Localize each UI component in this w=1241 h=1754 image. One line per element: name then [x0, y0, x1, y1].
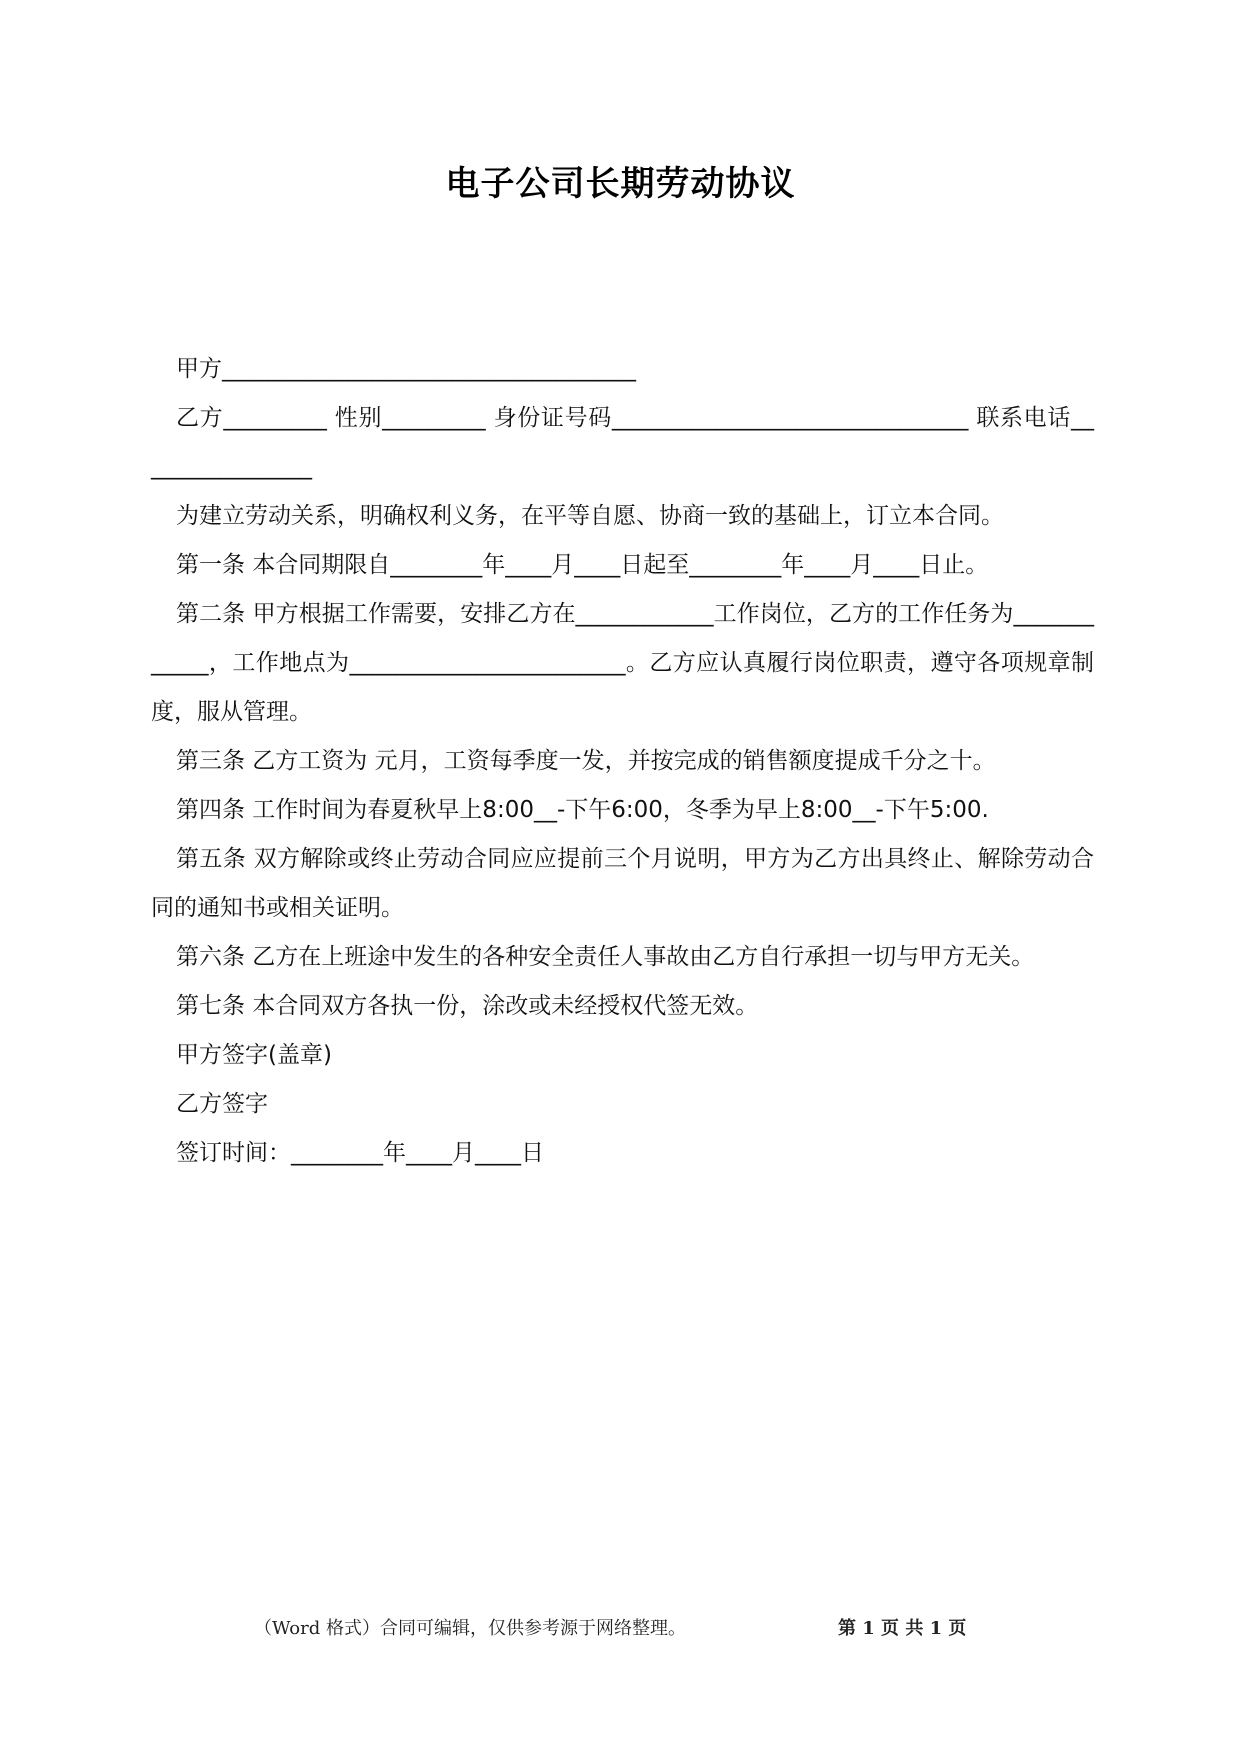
- signature-party-b: 乙方签字: [176, 1091, 268, 1117]
- signature-party-a: 甲方签字(盖章): [176, 1042, 332, 1068]
- paragraph-article-1: 第一条 本合同期限自________年____月____日起至________年____月____日止。: [176, 552, 989, 578]
- footer-note: （Word 格式）合同可编辑，仅供参考源于网络整理。: [254, 1618, 686, 1639]
- paragraph-article-6: 第六条 乙方在上班途中发生的各种安全责任人事故由乙方自行承担一切与甲方无关。: [176, 944, 1035, 970]
- paragraph-article-5: 第五条 双方解除或终止劳动合同应应提前三个月说明，甲方为乙方出具终止、解除劳动合同的通知书或相关证明。: [151, 846, 1094, 921]
- paragraph-article-7: 第七条 本合同双方各执一份，涂改或未经授权代签无效。: [176, 993, 759, 1019]
- page-number: 第 1 页 共 1 页: [838, 1618, 967, 1639]
- paragraph-preamble: 为建立劳动关系，明确权利义务，在平等自愿、协商一致的基础上，订立本合同。: [176, 503, 1004, 529]
- signing-date: 签订时间：________年____月____日: [176, 1140, 544, 1166]
- document-title: 电子公司长期劳动协议: [445, 164, 796, 204]
- paragraph-article-3: 第三条 乙方工资为 元月，工资每季度一发，并按完成的销售额度提成千分之十。: [176, 748, 996, 774]
- paragraph-article-2: 第二条 甲方根据工作需要，安排乙方在____________工作岗位，乙方的工作任务为____________，工作地点为________________________。乙方应认真履行岗位职责，遵守各项规章制度，服从管理。: [151, 601, 1094, 725]
- paragraph-article-4: 第四条 工作时间为春夏秋早上8:00__-下午6:00，冬季为早上8:00__-下午5:00.: [176, 797, 989, 823]
- paragraph-party-b: 乙方_________ 性别_________ 身份证号码_______________________________ 联系电话________________: [151, 405, 1094, 480]
- document-body: [151, 345, 1094, 1178]
- paragraph-party-a: 甲方____________________________________: [176, 356, 636, 382]
